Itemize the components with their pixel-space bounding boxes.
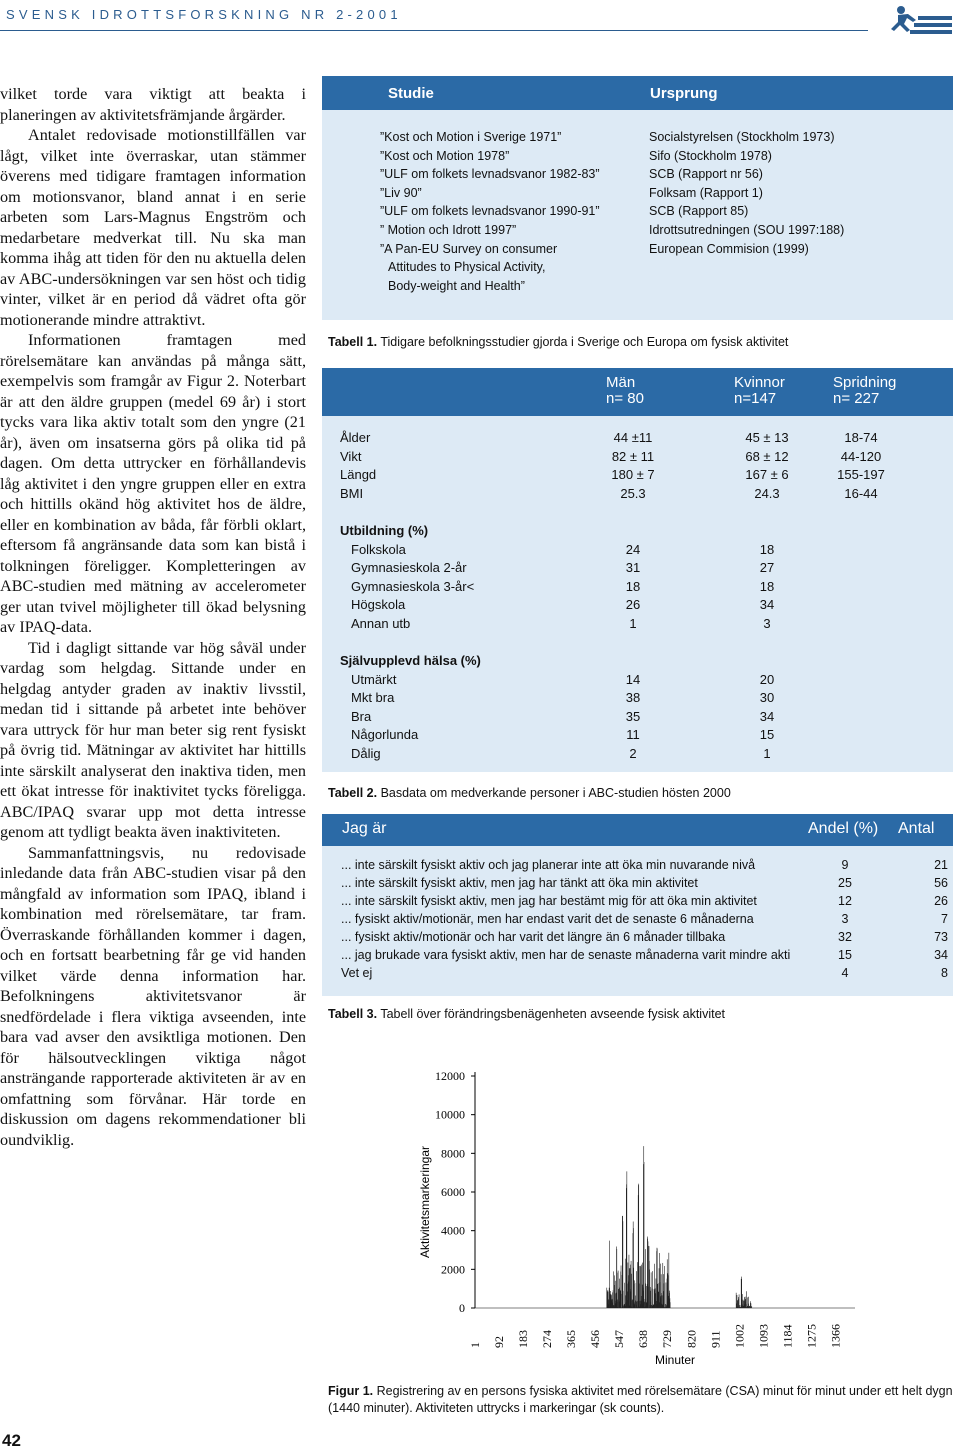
table-3-cell-share: 3 <box>841 912 849 926</box>
education-row: 18 <box>759 578 775 594</box>
journal-header: SVENSK IDROTTSFORSKNING NR 2-2001 <box>6 7 402 22</box>
table-3-cell-count: 7 <box>941 912 948 926</box>
education-row: 26 <box>625 597 641 613</box>
caption-text: Tabell över förändringsbenägenheten avseende fysisk aktivitet <box>377 1007 726 1021</box>
anthro-row: 18-74 <box>844 430 878 445</box>
x-tick-label: 911 <box>708 1330 723 1348</box>
table-3-caption <box>328 1007 725 1021</box>
caption-label: Tabell 1. <box>328 335 378 349</box>
table-3-cell-count: 26 <box>934 894 948 908</box>
study-header: Studie <box>388 85 434 102</box>
table-3-cell-share: 9 <box>841 858 849 872</box>
education-row: Gymnasieskola 3-år< <box>351 578 475 594</box>
education-row: Högskola <box>351 597 406 613</box>
health-row: Bra <box>351 708 372 724</box>
paragraph: Sammanfattningsvis, nu redovisade inledande data från ABC-studien visar på den mångfald av information som IPAQ, ibland i kombination med rörelsemätare, tar fram. Överraskande förhållanden kommer i dagen, och en fortsatt bearbetning får ge vid handen vilket värde denna information har. Befolkningens aktivitetsvanor är snedfördelade i flera viktiga avseenden, inte bara vad avser den avsiktliga motionen. Den för hälsoutvecklingen viktiga något ansträngande rapporterade aktiviteten är av en omfattning som förvånar. Här torde en diskussion om dagens rekommendationer bli oundviklig. <box>0 843 306 1149</box>
y-tick-label: 6000 <box>441 1185 465 1199</box>
anthro-row: Vikt <box>340 448 362 464</box>
health-row: 14 <box>625 671 641 687</box>
table-1-header <box>322 76 953 110</box>
paragraph: Tid i dagligt sittande var hög såväl under vardag som helgdag. Sittande under en helgdag antyder graden av inaktiv livsstil, medan tid i sittande på arbetet inte behöver vara uttryck för hur man beter sig rent fysiskt på övrig tid. Mätningar av aktivitet har hittills inte särskilt analyserat den inaktiva tiden, men ett ökat intresse för inaktivitet tycks föreligga. ABC/IPAQ svarar upp mot detta intresse genom att tydligt beakta även inaktiviteten. <box>0 638 306 841</box>
anthro-row: 155-197 <box>837 467 885 483</box>
origin-item: Sifo (Stockholm 1978) <box>649 148 772 163</box>
table-3-header <box>322 814 953 846</box>
caption-label: Tabell 3. <box>328 1007 378 1021</box>
table-3-cell-count: 21 <box>934 858 948 872</box>
origin-item: SCB (Rapport 85) <box>649 204 749 219</box>
table-3-cell-text: ... inte särskilt fysiskt aktiv, men jag har bestämt mig för att öka min aktivitet <box>341 894 757 908</box>
education-row: 27 <box>759 560 775 576</box>
anthro-row: 180 ± 7 <box>611 467 655 483</box>
paragraph: Antalet redovisade motionstillfällen var lågt, vilket inte överraskar, utan stämmer överens med tidigare framtagen information om motionsvanor, bland annat i en serie arbeten som Lars-Magnus Engström och medarbetare medverkat till. Nu ska man komma ihåg att tiden för den nu aktuella delen av ABC-undersökningen var sen höst och tidig vinter, vilket är en period då vädret ofta gör motionerande mindre attraktivt. <box>0 126 306 329</box>
x-tick-label: 1184 <box>780 1324 795 1348</box>
education-row: Gymnasieskola 2-år <box>351 560 467 576</box>
education-row: 18 <box>625 578 641 594</box>
page-number: 42 <box>2 1431 21 1450</box>
table-3 <box>322 814 953 996</box>
origin-item: SCB (Rapport nr 56) <box>649 167 763 182</box>
anthro-row: 68 ± 12 <box>745 448 789 464</box>
origin-list <box>649 128 949 258</box>
runner-logo-icon <box>888 4 954 38</box>
x-tick-label: 1002 <box>732 1324 747 1348</box>
health-row: Utmärkt <box>351 671 397 687</box>
caption-label: Tabell 2. <box>328 786 378 800</box>
table-3-cell-text: ... inte särskilt fysiskt aktiv och jag planerar inte att öka min nuvarande nivå <box>341 858 756 872</box>
x-tick-label: 820 <box>684 1330 699 1348</box>
table-3-cell-text: Vet ej <box>341 966 373 980</box>
study-item: Body-weight and Health” <box>388 278 525 293</box>
health-row: Någorlunda <box>351 727 419 743</box>
y-tick-label: 2000 <box>441 1262 465 1277</box>
caption-text: Registrering av en persons fysiska aktivitet med rörelsemätare (CSA) minut för minut under ett helt dygn (1440 minuter). Aktiviteten uttrycks i markeringar (sk counts). <box>328 1384 953 1415</box>
origin-item: Socialstyrelsen (Stockholm 1973) <box>649 130 835 144</box>
education-title: Utbildning (%) <box>340 523 429 538</box>
header-rule <box>0 30 868 31</box>
health-row: Mkt bra <box>351 690 395 706</box>
health-row: 11 <box>626 727 640 743</box>
anthro-row: 45 ± 13 <box>745 430 789 445</box>
education-row: 31 <box>625 560 641 576</box>
health-row: 30 <box>759 690 775 706</box>
activity-chart <box>395 1060 865 1370</box>
count-header: Antal <box>898 820 935 837</box>
health-row: 34 <box>759 708 775 724</box>
education-row: 24 <box>625 541 641 557</box>
anthro-row: 25.3 <box>620 485 646 501</box>
x-tick-label: 1275 <box>804 1324 819 1348</box>
table-3-cell-share: 25 <box>838 876 852 890</box>
x-tick-label: 1366 <box>828 1324 843 1348</box>
table-3-cell-text: ... jag brukade vara fysiskt aktiv, men har de senaste månaderna varit mindre akti <box>341 948 791 962</box>
x-tick-label: 92 <box>492 1336 507 1348</box>
table-3-cell-count: 56 <box>934 876 948 890</box>
table-1-caption <box>328 335 788 349</box>
x-tick-label: 183 <box>516 1330 531 1348</box>
anthro-row: 24.3 <box>754 485 780 501</box>
study-item: ”ULF om folkets levnadsvanor 1982-83” <box>380 167 600 182</box>
study-item: ”Kost och Motion i Sverige 1971” <box>380 130 562 144</box>
health-row: 35 <box>625 708 641 724</box>
anthro-row: 44 ±11 <box>613 430 653 445</box>
origin-item: Folksam (Rapport 1) <box>649 185 763 200</box>
body-text <box>0 84 306 1150</box>
table-3-cell-share: 15 <box>838 948 852 962</box>
table-2 <box>322 368 953 772</box>
table-3-cell-count: 34 <box>934 948 948 962</box>
health-row: 38 <box>625 690 641 706</box>
health-row: 20 <box>759 671 775 687</box>
study-item: ”ULF om folkets levnadsvanor 1990-91” <box>380 204 600 219</box>
table-2-caption <box>328 786 731 800</box>
education-row: Annan utb <box>351 616 411 631</box>
x-tick-label: 456 <box>588 1330 603 1348</box>
x-tick-label: 638 <box>636 1330 651 1348</box>
study-item: Attitudes to Physical Activity, <box>388 260 546 275</box>
origin-header: Ursprung <box>650 85 718 102</box>
caption-label: Figur 1. <box>328 1384 374 1398</box>
y-tick-label: 0 <box>459 1301 465 1315</box>
anthro-row: Längd <box>340 467 377 483</box>
x-axis-label: Minuter <box>654 1353 696 1367</box>
y-tick-label: 8000 <box>441 1146 465 1161</box>
study-item: ”Kost och Motion 1978” <box>380 148 510 163</box>
paragraph: Informationen framtagen med rörelsemätare kan användas på många sätt, exempelvis som framgår av Figur 2. Noterbart är att den äldre gruppen (medel 69 år) i stort tycks vara lika aktiv totalt som den yngre (21 år), även om insatserna görs på olika tid på dagen. Om detta uttrycker en förhållandevis låg aktivitet i den yngre gruppen eller en extra och hittills okänd hög aktivitet hos de äldre, eller en kombination av båda, får förbli oklart, eftersom få angränsande data som kan bistå i tolkningen föreligger. Kompletteringen av ABC-studien med mätning av accelerometer ger utan tvivel möjligheter till ökad belysning av IPAQ-data. <box>0 331 306 636</box>
health-row: Dålig <box>351 746 381 761</box>
health-row: 2 <box>629 746 637 761</box>
study-item: ” Motion och Idrott 1997” <box>380 222 517 237</box>
education-row: 18 <box>759 541 775 557</box>
anthro-row: 16-44 <box>844 485 878 501</box>
health-title: Självupplevd hälsa (%) <box>340 653 481 668</box>
study-item: ”Liv 90” <box>380 185 422 200</box>
origin-item: Idrottsutredningen (SOU 1997:188) <box>649 222 845 237</box>
y-axis-label: Aktivitetsmarkeringar <box>418 1145 432 1259</box>
x-tick-label: 729 <box>660 1330 675 1348</box>
table-3-cell-text: ... fysiskt aktiv/motionär, men har endast varit det de senaste 6 månaderna <box>341 912 754 926</box>
share-header: Andel (%) <box>808 820 879 837</box>
table-2-header <box>322 368 953 416</box>
table-3-cell-count: 8 <box>941 966 948 980</box>
x-tick-label: 274 <box>540 1330 555 1348</box>
x-tick-label: 547 <box>612 1330 627 1348</box>
x-tick-label: 1 <box>468 1342 482 1348</box>
origin-item: European Commision (1999) <box>649 241 809 256</box>
women-header: Kvinnor n=147 <box>734 374 785 407</box>
table-1 <box>322 76 953 320</box>
anthro-row: BMI <box>340 485 364 501</box>
caption-text: Basdata om medverkande personer i ABC-studien hösten 2000 <box>377 786 731 800</box>
education-row: 34 <box>759 597 775 613</box>
anthro-row: Ålder <box>340 430 371 445</box>
x-tick-label: 365 <box>564 1330 579 1348</box>
range-header: Spridning n= 227 <box>833 374 897 407</box>
men-header: Män n= 80 <box>606 374 644 407</box>
education-row: Folkskola <box>351 541 406 557</box>
study-list <box>380 128 650 295</box>
health-row: 1 <box>763 746 771 761</box>
y-tick-label: 4000 <box>441 1223 465 1238</box>
education-row: 1 <box>629 616 637 631</box>
y-tick-label: 10000 <box>435 1107 465 1122</box>
y-tick-label: 12000 <box>435 1069 465 1083</box>
anthro-row: 44-120 <box>840 448 882 464</box>
caption-text: Tidigare befolkningsstudier gjorda i Sverige och Europa om fysisk aktivitet <box>377 335 789 349</box>
table-3-cell-share: 32 <box>838 930 852 944</box>
table-3-cell-share: 12 <box>838 894 852 908</box>
table-3-cell-count: 73 <box>934 930 948 944</box>
study-item: ”A Pan-EU Survey on consumer <box>380 241 558 256</box>
x-tick-label: 1093 <box>756 1324 771 1348</box>
item-header: Jag är <box>342 820 387 837</box>
anthro-row: 167 ± 6 <box>745 467 789 483</box>
table-3-cell-text: ... fysiskt aktiv/motionär och har varit det längre än 6 månader tillbaka <box>341 930 726 944</box>
table-3-cell-text: ... inte särskilt fysiskt aktiv, men jag har tänkt att öka min aktivitet <box>341 876 698 890</box>
table-3-cell-share: 4 <box>841 966 849 980</box>
paragraph: vilket torde vara viktigt att beakta i planeringen av aktivitetsfrämjande årgärder. <box>0 85 306 124</box>
anthro-row: 82 ± 11 <box>611 448 655 464</box>
figure-1-caption <box>328 1383 958 1417</box>
education-row: 3 <box>763 616 771 631</box>
health-row: 15 <box>759 727 775 743</box>
